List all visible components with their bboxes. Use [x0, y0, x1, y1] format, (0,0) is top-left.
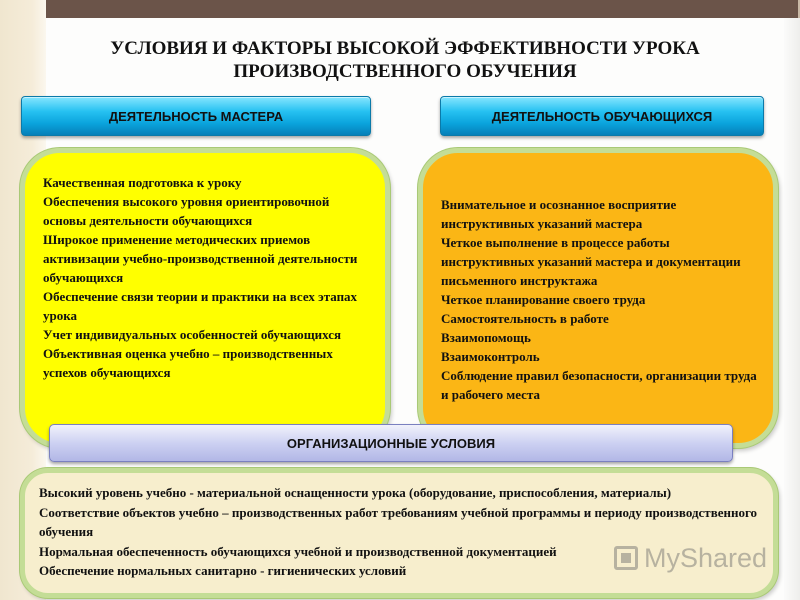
slide-title: УСЛОВИЯ И ФАКТОРЫ ВЫСОКОЙ ЭФФЕКТИВНОСТИ УРОКА ПРОИЗВОДСТВЕННОГО ОБУЧЕНИЯ	[110, 38, 700, 82]
organizational-conditions-header: ОРГАНИЗАЦИОННЫЕ УСЛОВИЯ	[49, 424, 733, 462]
master-activity-header: ДЕЯТЕЛЬНОСТЬ МАСТЕРА	[21, 96, 371, 136]
org-item: Нормальная обеспеченность обучающихся учебной и производственной документацией	[39, 543, 557, 559]
master-item: Обеспечение связи теории и практики на всех этапах урока	[43, 289, 358, 323]
org-item: Высокий уровень учебно - материальной оснащенности урока (оборудование, приспособления, материалы)	[39, 485, 672, 500]
student-item: Четкое выполнение в процессе работы инструктивных указаний мастера и документации письменного инструктажа	[441, 235, 741, 288]
organizational-conditions-panel	[20, 468, 778, 598]
master-item: Качественная подготовка к уроку	[43, 175, 242, 190]
watermark	[614, 544, 767, 572]
org-item: Обеспечение нормальных санитарно - гигиенических условий	[39, 563, 407, 578]
student-item: Взаимопомощь	[441, 330, 531, 345]
student-item: Самостоятельность в работе	[441, 311, 609, 326]
master-activity-panel	[20, 148, 390, 448]
watermark-logo-icon	[614, 546, 638, 570]
org-item: Соответствие объектов учебно – производственных работ требованиям учебной программы и периоду производственного обучения	[39, 504, 758, 539]
master-item: Объективная оценка учебно – производственных успехов обучающихся	[43, 346, 333, 380]
student-activity-header: ДЕЯТЕЛЬНОСТЬ ОБУЧАЮЩИХСЯ	[440, 96, 764, 136]
master-item: Обеспечения высокого уровня ориентировочной основы деятельности обучающихся	[43, 194, 330, 228]
master-item: Широкое применение методических приемов активизации учебно-производственной деятельности обучающихся	[43, 232, 358, 285]
student-activity-panel	[418, 148, 778, 448]
watermark-text: MyShared	[644, 542, 768, 573]
student-item: Взаимоконтроль	[441, 349, 540, 364]
student-item: Внимательное и осознанное восприятие инструктивных указаний мастера	[441, 197, 677, 231]
right-decor-stripe	[784, 18, 800, 600]
student-item: Четкое планирование своего труда	[441, 292, 646, 307]
top-decor-bar	[46, 0, 800, 18]
student-item: Соблюдение правил безопасности, организации труда и рабочего места	[441, 368, 757, 402]
master-item: Учет индивидуальных особенностей обучающихся	[43, 327, 342, 342]
